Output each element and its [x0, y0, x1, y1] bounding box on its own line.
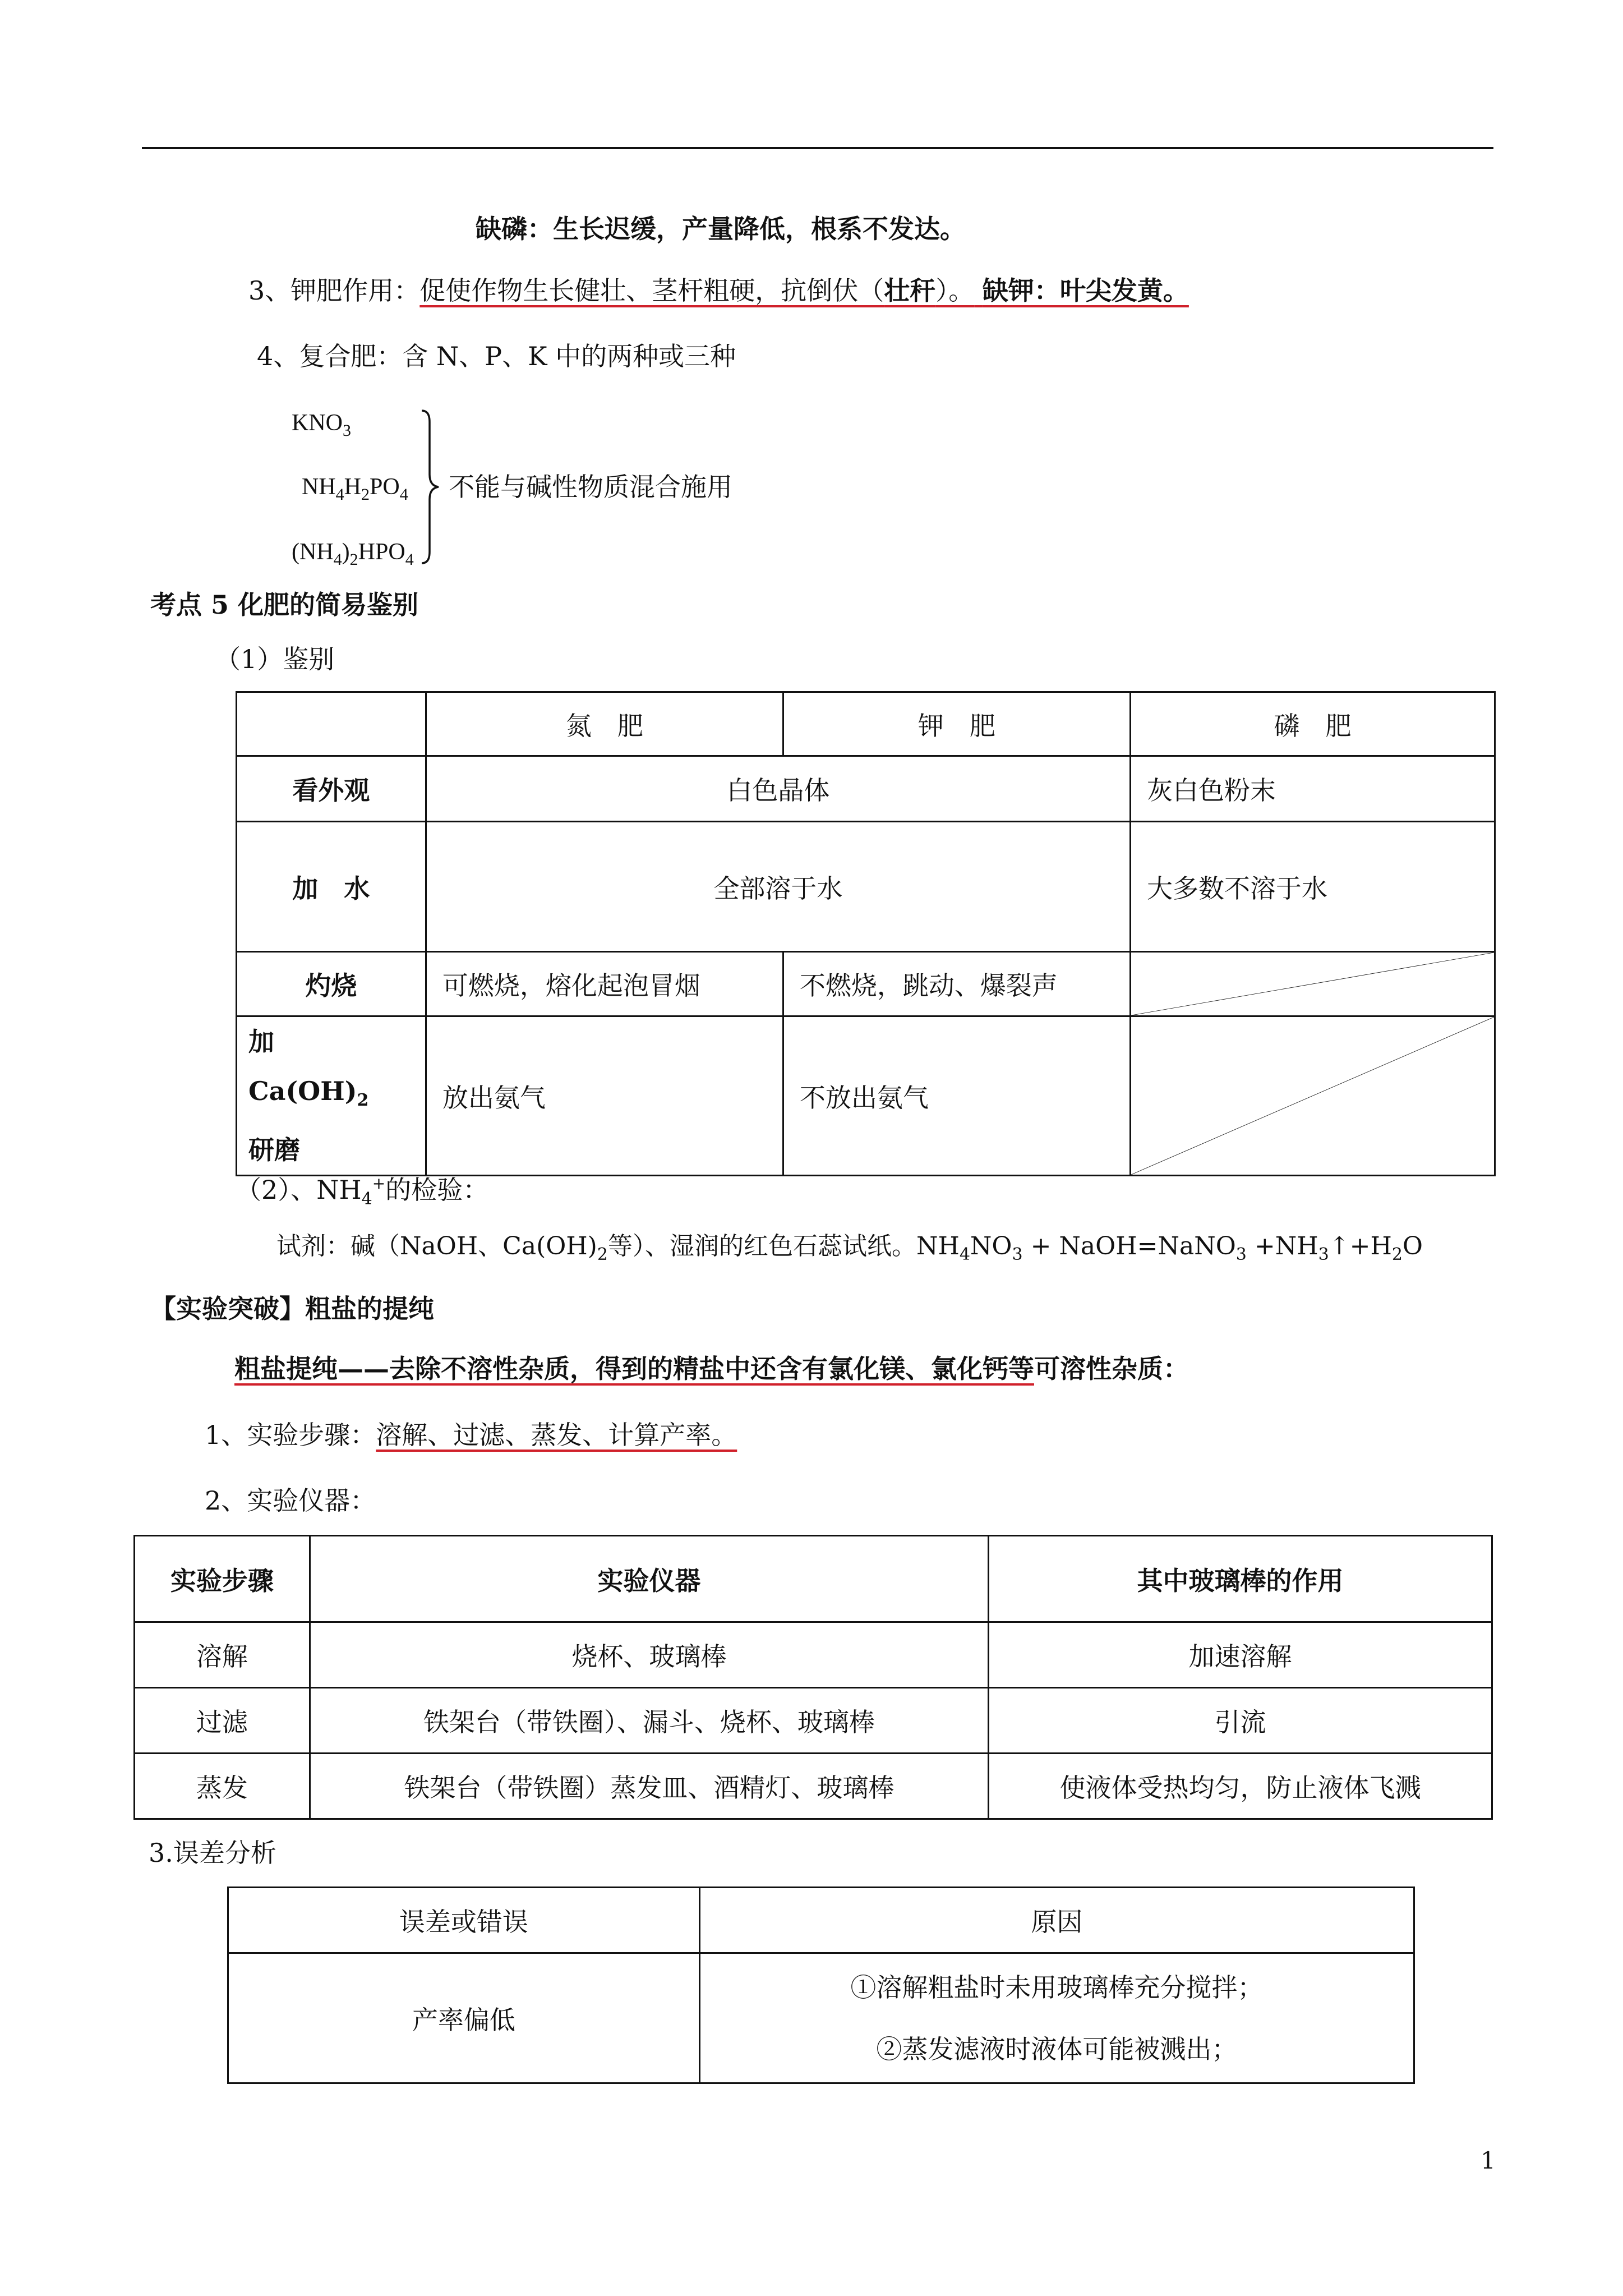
identification-table: [236, 691, 1496, 1176]
label-a: 加 Ca(OH): [248, 1027, 357, 1106]
reagent-e-sub: 3: [1318, 1245, 1329, 1264]
instruments-header: 其中玻璃棒的作用: [989, 1536, 1492, 1622]
identification-header-empty: [237, 692, 426, 756]
identification-row-label: 加 水: [237, 822, 426, 952]
instruments-title: 2、实验仪器：: [205, 1485, 376, 1516]
diagonal-line: [1131, 1017, 1494, 1175]
identification-merged-cell: 白色晶体: [426, 756, 1130, 822]
error-table: [227, 1887, 1415, 2084]
potassium-zhuang: 壮秆: [884, 275, 936, 306]
error-reason: ①溶解粗盐时未用玻璃棒充分搅拌；: [850, 1972, 1264, 2003]
formula-nh4h2po4-c-sub: 4: [399, 485, 408, 504]
label-sub: 2: [357, 1091, 369, 1110]
reagent-a: 试剂：碱（NaOH、Ca(OH): [276, 1232, 597, 1260]
instruments-cell: 使液体受热均匀，防止液体飞溅: [989, 1754, 1492, 1819]
formula-nh4h2po4: [302, 470, 408, 512]
phosphorus-deficiency-line: 缺磷：生长迟缓，产量降低，根系不发达。: [476, 214, 966, 244]
reagent-f: ↑+H: [1329, 1232, 1392, 1260]
instruments-cell: 过滤: [135, 1688, 310, 1754]
ammonium-heading-sub: 4: [361, 1189, 372, 1209]
error-reasons-cell: [699, 1953, 1414, 2083]
instruments-cell: 烧杯、玻璃棒: [310, 1622, 988, 1688]
potassium-deficiency: 缺钾：叶尖发黄。: [982, 275, 1189, 306]
formula-nh4h2po4-b: H: [344, 474, 362, 500]
diagonal-line: [1131, 953, 1494, 1015]
ammonium-test-heading: [236, 1167, 488, 1216]
identification-merged-cell: 全部溶于水: [426, 822, 1130, 952]
error-label-cell: 产率偏低: [228, 1953, 700, 2083]
header-rule: [142, 147, 1493, 149]
ammonium-heading-b: 的检验：: [385, 1175, 489, 1205]
reagent-g: O: [1402, 1232, 1423, 1260]
formula-nh42hpo4: [292, 535, 414, 577]
experiment-desc-c: 可溶性杂质：: [1034, 1354, 1189, 1384]
formula-nh4h2po4-a-sub: 4: [335, 485, 344, 504]
formula-kno3-a: KNO: [292, 410, 343, 436]
formula-nh4h2po4-a: NH: [302, 474, 336, 500]
instruments-table: [133, 1535, 1493, 1820]
formula-nh42hpo4-a-sub: 4: [333, 550, 342, 569]
potassium-prefix: 3、钾肥作用：: [248, 275, 420, 306]
reagent-b: 等）、湿润的红色石蕊试纸。NH: [607, 1232, 960, 1260]
instruments-cell: 铁架台（带铁圈）、漏斗、烧杯、玻璃棒: [310, 1688, 988, 1754]
compound-title: 4、复合肥：含 N、P、K 中的两种或三种: [257, 341, 736, 371]
error-header: 原因: [699, 1888, 1414, 1953]
ammonium-heading-a: （2）、NH: [236, 1175, 362, 1205]
formula-kno3-sub: 3: [343, 421, 351, 440]
formula-nh42hpo4-b: ): [342, 539, 350, 565]
experiment-steps: [205, 1418, 737, 1452]
identification-diagonal-cell: [1130, 1016, 1495, 1176]
reagent-d-sub: 3: [1235, 1245, 1247, 1264]
error-reason: ②蒸发滤液时液体可能被溅出；: [876, 2033, 1238, 2064]
steps-value: 溶解、过滤、蒸发、计算产率。: [376, 1420, 737, 1450]
error-title: 3.误差分析: [149, 1838, 276, 1868]
reagent-e: +NH: [1246, 1232, 1318, 1260]
formula-nh42hpo4-b-sub: 2: [349, 550, 358, 569]
steps-label: 1、实验步骤：: [205, 1420, 376, 1450]
potassium-line: [248, 274, 1189, 307]
formula-nh4h2po4-c: PO: [370, 474, 400, 500]
reagent-a-sub: 2: [597, 1245, 608, 1264]
identification-nitrogen-cell: 放出氨气: [426, 1016, 783, 1176]
compound-note: 不能与碱性物质混合施用: [449, 472, 732, 502]
instruments-cell: 蒸发: [135, 1754, 310, 1819]
identification-phosphate-cell: 大多数不溶于水: [1130, 822, 1495, 952]
experiment-description: [234, 1352, 1189, 1386]
label-b: 研磨: [248, 1135, 300, 1165]
formula-kno3: [292, 406, 351, 448]
section5-title: 考点 5 化肥的简易鉴别: [150, 590, 419, 620]
identification-row-label: 看外观: [237, 756, 426, 822]
curly-brace-icon: [419, 408, 442, 565]
formula-nh4h2po4-b-sub: 2: [361, 485, 370, 504]
identification-row-label: [237, 1016, 426, 1176]
instruments-header: 实验步骤: [135, 1536, 310, 1622]
ammonium-heading-sup: +: [372, 1174, 386, 1193]
experiment-desc-a: 粗盐提纯: [234, 1354, 338, 1384]
reagent-c-sub: 3: [1012, 1245, 1023, 1264]
potassium-effect: 促使作物生长健壮、茎杆粗硬，抗倒伏（: [419, 275, 884, 306]
reagent-f-sub: 2: [1391, 1245, 1403, 1264]
instruments-cell: 铁架台（带铁圈）蒸发皿、酒精灯、玻璃棒: [310, 1754, 988, 1819]
identification-header-potassium: 钾 肥: [783, 692, 1130, 756]
page-number: 1: [1481, 2147, 1496, 2174]
experiment-desc-b: ——去除不溶性杂质，得到的精盐中还含有氯化镁、氯化钙等: [338, 1354, 1034, 1384]
instruments-cell: 溶解: [135, 1622, 310, 1688]
formula-nh42hpo4-c-sub: 4: [405, 550, 414, 569]
identification-phosphate-cell: 灰白色粉末: [1130, 756, 1495, 822]
reagent-d: + NaOH=NaNO: [1022, 1232, 1236, 1260]
experiment-title: 【实验突破】粗盐的提纯: [150, 1294, 434, 1324]
identification-nitrogen-cell: 可燃烧，熔化起泡冒烟: [426, 952, 783, 1016]
potassium-close: ）。: [935, 275, 975, 306]
reagent-b-sub: 4: [959, 1245, 970, 1264]
identification-header-nitrogen: 氮 肥: [426, 692, 783, 756]
reagent-c: NO: [970, 1232, 1012, 1260]
identification-header-phosphate: 磷 肥: [1130, 692, 1495, 756]
identification-diagonal-cell: [1130, 952, 1495, 1016]
error-header: 误差或错误: [228, 1888, 700, 1953]
formula-nh42hpo4-c: HPO: [358, 539, 405, 565]
reagent-line: [276, 1230, 1423, 1272]
identification-row-label: 灼烧: [237, 952, 426, 1016]
instruments-cell: 加速溶解: [989, 1622, 1492, 1688]
section5-sub1: （1）鉴别: [215, 644, 335, 674]
instruments-cell: 引流: [989, 1688, 1492, 1754]
formula-nh42hpo4-a: (NH: [292, 539, 334, 565]
identification-potassium-cell: 不燃烧，跳动、爆裂声: [783, 952, 1130, 1016]
instruments-header: 实验仪器: [310, 1536, 988, 1622]
identification-potassium-cell: 不放出氨气: [783, 1016, 1130, 1176]
